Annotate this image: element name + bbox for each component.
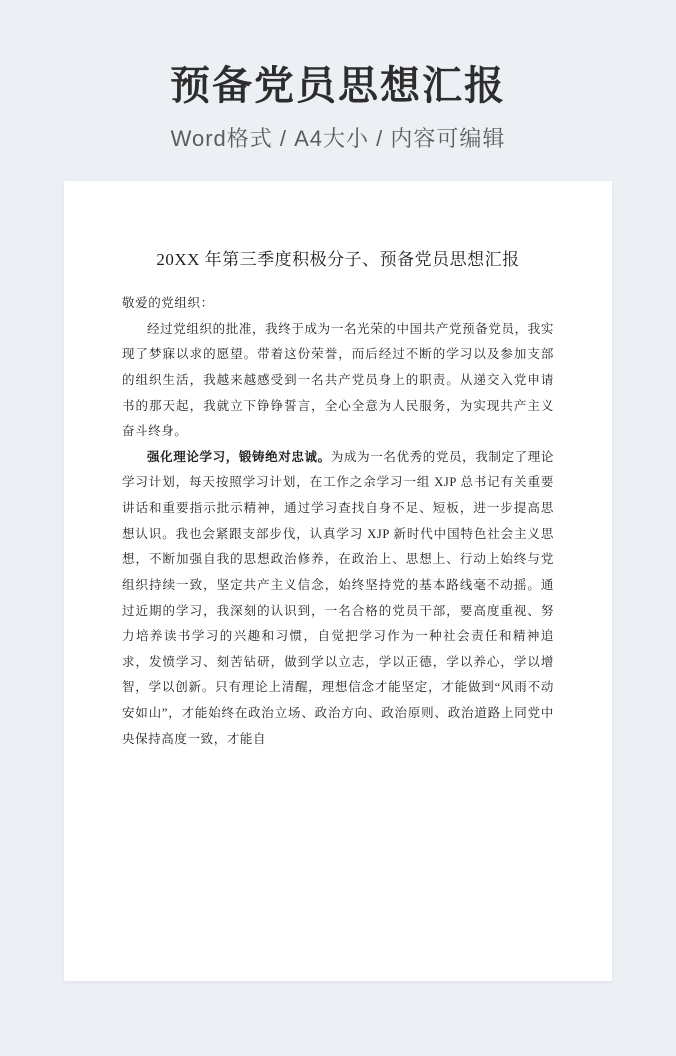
document-paragraph-2 bbox=[122, 445, 554, 753]
document-paragraph-1: 经过党组织的批准，我终于成为一名光荣的中国共产党预备党员，我实现了梦寐以求的愿望。带着这份荣誉，而后经过不断的学习以及参加支部的组织生活，我越来越感受到一名共产党员身上的职责。从递交入党申请书的那天起，我就立下铮铮誓言，全心全意为人民服务，为实现共产主义奋斗终身。 bbox=[122, 321, 554, 439]
banner-title: 预备党员思想汇报 bbox=[170, 64, 506, 108]
document-paragraph-2-rest: 为成为一名优秀的党员，我制定了理论学习计划，每天按照学习计划，在工作之余学习一组 XJP 总书记有关重要讲话和重要指示批示精神，通过学习查找自身不足、短板，进一步提高思想认识。我也会紧跟支部步伐，认真学习 XJP 新时代中国特色社会主义思想，不断加强自我的思想政治修养，在政治上、思想上、行动上始终与党组织持续一致，坚定共产主义信念，始终坚持党的基本路线毫不动摇。通过近期的学习，我深刻的认识到，一名合格的党员干部，要高度重视、努力培养读书学习的兴趣和习惯，自觉把学习作为一种社会责任和精神追求，发愤学习、刻苦钻研，做到学以立志，学以正德，学以养心，学以增智，学以创新。只有理论上清醒，理想信念才能坚定，才能做到“风雨不动安如山”，才能始终在政治立场、政治方向、政治原则、政治道路上同党中央保持高度一致，才能自 bbox=[122, 449, 555, 746]
banner bbox=[0, 0, 676, 153]
document-salutation: 敬爱的党组织： bbox=[122, 296, 214, 310]
document-paragraph-2-lead: 强化理论学习，锻铸绝对忠诚。 bbox=[147, 449, 331, 464]
document-sheet bbox=[64, 181, 612, 981]
banner-subtitle: Word格式 / A4大小 / 内容可编辑 bbox=[170, 126, 506, 151]
document-preview-area bbox=[0, 181, 676, 981]
document-title: 20XX 年第三季度积极分子、预备党员思想汇报 bbox=[156, 250, 520, 269]
